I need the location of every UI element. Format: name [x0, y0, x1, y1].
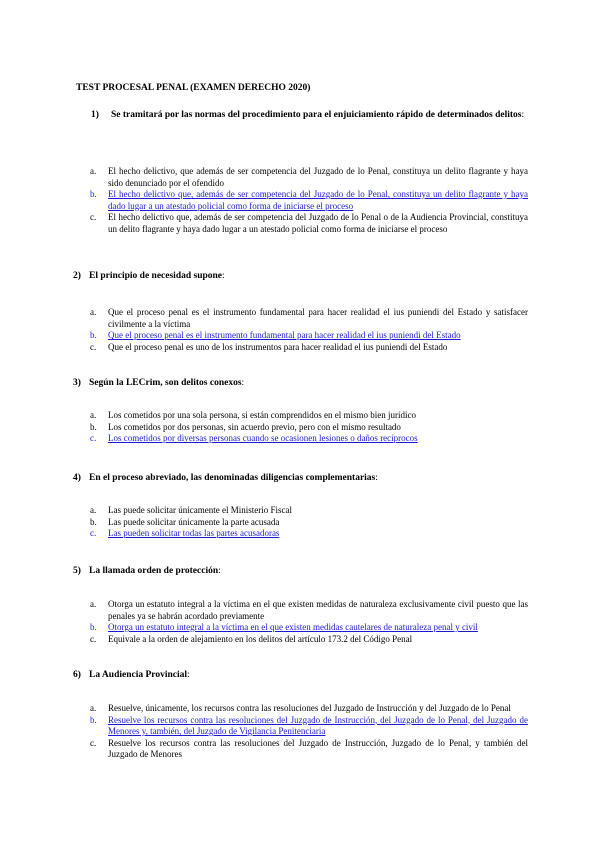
- option-b-correct: b. Que el proceso penal es el instrumento fundamental para hacer realidad el ius puniendi del Estado: [90, 330, 461, 340]
- document-title: TEST PROCESAL PENAL (EXAMEN DERECHO 2020): [76, 83, 311, 93]
- question-number: 3): [73, 378, 81, 388]
- question-number: 4): [73, 473, 81, 483]
- option-a: a. Resuelve, únicamente, los recursos contra las resoluciones del Juzgado de Instrucción y del Juzgado de lo Penal: [90, 703, 511, 713]
- question-text: Según la LECrim, son delitos conexos:: [89, 378, 245, 388]
- option-a: a. El hecho delictivo, que además de ser competencia del Juzgado de lo Penal, constituya un delito flagrante y haya sido denunciado por el ofendido: [90, 166, 528, 188]
- option-a: a. Otorga un estatuto integral a la víctima en el que existen medidas de naturaleza exclusivamente civil puesto que las penales ya se habrán acordado previamente: [90, 599, 528, 621]
- question-text: La llamada orden de protección:: [89, 566, 221, 576]
- option-c: c. Resuelve los recursos contra las resoluciones del Juzgado de Instrucción, Juzgado de lo Penal, y también del Juzgado de Menores: [90, 737, 528, 759]
- option-c: c. Equivale a la orden de alejamiento en los delitos del artículo 173.2 del Código Penal: [90, 633, 413, 644]
- option-b-correct: b. Otorga un estatuto integral a la víctima en el que existen medidas cautelares de naturaleza penal y civil: [90, 622, 478, 632]
- option-c-correct: c. Los cometidos por diversas personas cuando se ocasionen lesiones o daños recíprocos: [90, 433, 418, 443]
- options-6: [90, 703, 528, 761]
- question-6: [73, 669, 533, 681]
- option-c: c. Que el proceso penal es uno de los instrumentos para hacer realidad el ius puniendi del Estado: [90, 341, 448, 352]
- option-a: a. Las puede solicitar únicamente el Ministerio Fiscal: [90, 505, 292, 515]
- question-text: El principio de necesidad supone:: [89, 271, 225, 281]
- question-text: En el proceso abreviado, las denominadas diligencias complementarias:: [89, 473, 378, 483]
- question-3: [73, 377, 533, 389]
- question-number: 5): [73, 566, 81, 576]
- option-c-correct: c. Las pueden solicitar todas las partes acusadoras: [90, 528, 280, 538]
- question-2: [73, 270, 533, 282]
- options-4: [90, 505, 528, 540]
- option-a: a. Los cometidos por una sola persona, si están comprendidos en el mismo bien jurídico: [90, 410, 416, 420]
- question-4: [73, 472, 533, 484]
- question-5: [73, 565, 533, 577]
- options-5: [90, 599, 528, 645]
- question-number: 1): [91, 110, 99, 120]
- question-text: Se tramitará por las normas del procedimiento para el enjuiciamiento rápido de determinados delitos:: [111, 110, 525, 120]
- question-1: [73, 109, 533, 121]
- options-1: [90, 166, 528, 235]
- question-number: 6): [73, 670, 81, 680]
- option-b-correct: b. Resuelve los recursos contra las resoluciones del Juzgado de Instrucción, del Juzgado de lo Penal, del Juzgado de Menores y, también, del Juzgado de Vigilancia Penitenciaria: [90, 714, 528, 736]
- option-b-correct: b. El hecho delictivo que, además de ser competencia del Juzgado de lo Penal, constituya un delito flagrante y haya dado lugar a un atestado policial como forma de iniciarse el proceso: [90, 189, 528, 211]
- option-b: b. Los cometidos por dos personas, sin acuerdo previo, pero con el mismo resultado: [90, 421, 401, 432]
- question-number: 2): [73, 271, 81, 281]
- options-3: [90, 410, 528, 445]
- question-text: La Audiencia Provincial:: [89, 670, 190, 680]
- option-a: a. Que el proceso penal es el instrumento fundamental para hacer realidad el ius puniendi del Estado y satisfacer civilmente a la víctima: [90, 307, 528, 329]
- option-c: c. El hecho delictivo que, además de ser competencia del Juzgado de lo Penal o de la Audiencia Provincial, constituya un delito flagrante y haya dado lugar a un atestado policial como forma de iniciarse el proceso: [90, 212, 528, 234]
- option-b: b. Las puede solicitar únicamente la parte acusada: [90, 516, 280, 527]
- options-2: [90, 307, 528, 353]
